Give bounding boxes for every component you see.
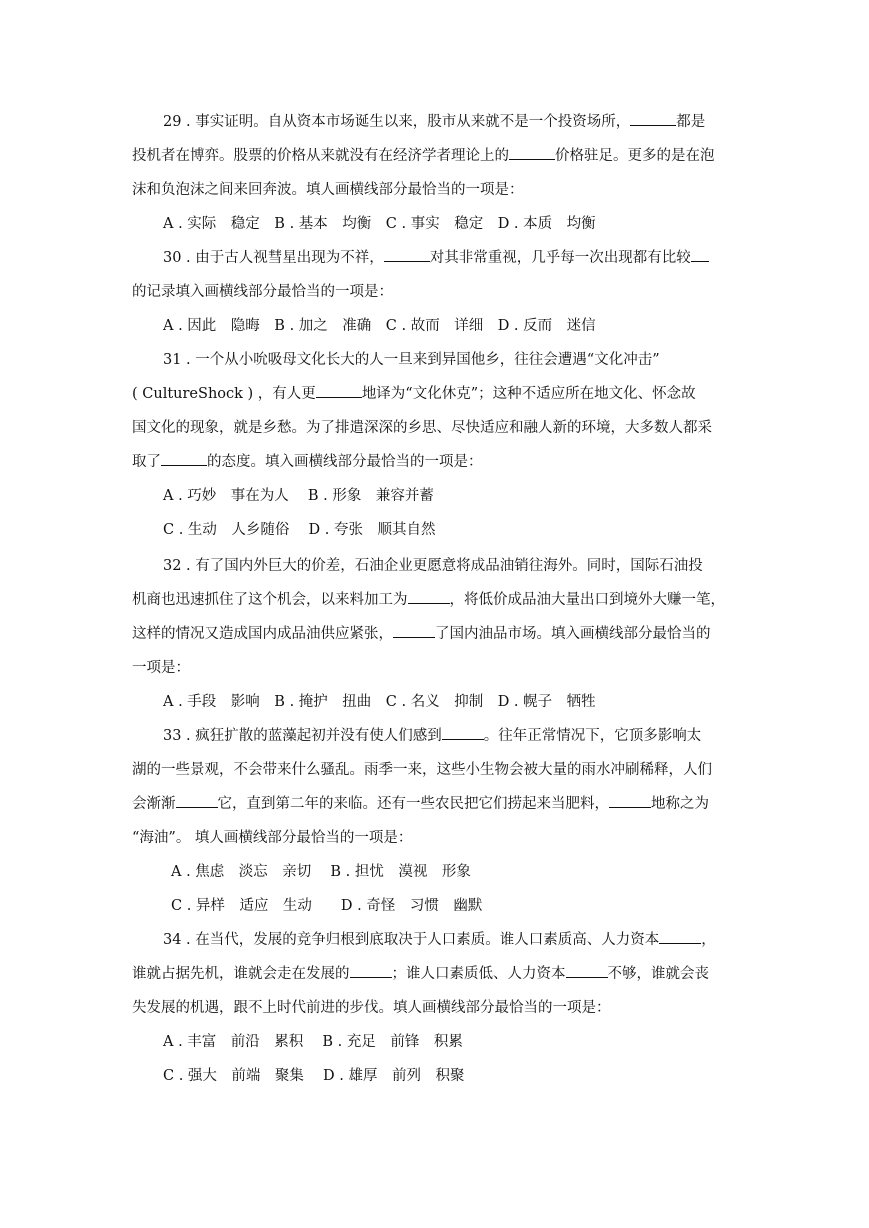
q32-line-2 <box>132 589 725 611</box>
q32-text: 这样的情况又造成国内成品油供应紧张， <box>132 626 393 642</box>
q34-options-1: A . 丰富 前沿 累积 B . 充足 前锋 积累 <box>163 1034 463 1050</box>
q34-text: 谁就占据先机，谁就会走在发展的 <box>132 966 350 982</box>
blank <box>384 247 430 262</box>
q31-options-2: C . 生动 人乡随俗 D . 夸张 顺其自然 <box>163 522 436 538</box>
q31-text: 的态度。填入画横线部分最恰当的一项是： <box>207 454 483 470</box>
q32-line-1: 32 . 有了国内外巨大的价差，石油企业更愿意将成品油销往海外。同时，国际石油投 <box>163 558 703 574</box>
q31-text: 取了 <box>132 454 161 470</box>
q31-text: ( CultureShock ) ，有人更 <box>132 386 316 402</box>
q34-text: 不够，谁就会丧 <box>607 966 709 982</box>
q32-text: 了国内油品市场。填入画横线部分最恰当的 <box>435 626 711 642</box>
q33-line-3 <box>132 793 709 815</box>
q31-line-3: 国文化的现象，就是乡愁。为了排遣深深的乡思、尽快适应和融人新的环境，大多数人都采 <box>132 420 712 436</box>
q32-text: ，将低价成品油大量出口到境外大赚一笔， <box>449 592 725 608</box>
q33-text: 。往年正常情况下，它顶多影响太 <box>483 728 702 744</box>
blank <box>408 589 450 604</box>
q33-options-1: A . 焦虑 淡忘 亲切 B . 担忧 漠视 形象 <box>171 864 471 880</box>
q30-options: A . 因此 隐晦 B . 加之 准确 C . 故而 详细 D . 反而 迷信 <box>163 318 596 334</box>
q34-options-2: C . 强大 前端 聚集 D . 雄厚 前列 积聚 <box>163 1068 465 1084</box>
q29-line-1 <box>163 111 705 133</box>
blank <box>609 793 651 808</box>
q31-line-2 <box>132 383 696 405</box>
q31-line-1: 31 . 一个从小吮吸母文化长大的人一旦来到异国他乡，往往会遭遇“文化冲击” <box>163 352 660 368</box>
blank <box>691 247 709 262</box>
q29-text: 都是 <box>676 114 706 130</box>
q32-line-3 <box>132 623 711 645</box>
q29-options: A . 实际 稳定 B . 基本 均衡 C . 事实 稳定 D . 本质 均衡 <box>163 216 596 232</box>
blank <box>350 963 392 978</box>
q33-text: 会渐渐 <box>132 796 176 812</box>
q31-line-4 <box>132 451 483 473</box>
blank <box>509 145 555 160</box>
blank <box>176 793 218 808</box>
q33-text: 地称之为 <box>651 796 709 812</box>
q29-text: 29 . 事实证明。自从资本市场诞生以来，股市从来就不是一个投资场所， <box>163 114 631 130</box>
q34-line-2 <box>132 963 709 985</box>
q30-line-2: 的记录填入画横线部分最恰当的一项是： <box>132 284 393 300</box>
q34-text: 34 . 在当代，发展的竞争归根到底取决于人口素质。谁人口素质高、人力资本 <box>163 932 660 948</box>
q34-line-1 <box>163 929 716 951</box>
blank <box>442 725 484 740</box>
q33-text: 它，直到第二年的来临。还有一些农民把它们捞起来当肥料， <box>217 796 609 812</box>
q31-options-1: A . 巧妙 事在为人 B . 形象 兼容并蓄 <box>163 488 434 504</box>
q29-text: 投机者在博弈。股票的价格从来就没有在经济学者理论上的 <box>132 148 509 164</box>
blank <box>659 929 701 944</box>
q32-line-4: 一项是： <box>132 660 190 676</box>
q33-line-1 <box>163 725 701 747</box>
blank <box>161 451 207 466</box>
q33-options-2: C . 异样 适应 生动 D . 奇怪 习惯 幽默 <box>171 898 483 914</box>
q33-text: 33 . 疯狂扩散的蓝藻起初并没有使人们感到 <box>163 728 442 744</box>
q29-line-3: 沫和负泡沫之间来回奔波。填人画横线部分最恰当的一项是： <box>132 182 524 198</box>
q30-line-1 <box>163 247 709 269</box>
q34-line-3: 失发展的机遇，跟不上时代前进的步伐。填人画横线部分最恰当的一项是： <box>132 1000 611 1016</box>
q29-line-2 <box>132 145 715 167</box>
blank <box>393 623 435 638</box>
q29-text: 价格驻足。更多的是在泡 <box>555 148 715 164</box>
q34-text: ；谁人口素质低、人力资本 <box>391 966 566 982</box>
q30-text: 对其非常重视，几乎每一次出现都有比较 <box>429 250 691 266</box>
q33-line-2: 湖的一些景观，不会带来什么骚乱。雨季一来，这些小生物会被大量的雨水冲刷稀释，人们 <box>132 762 712 778</box>
q30-text: 30 . 由于古人视彗星出现为不祥， <box>163 250 384 266</box>
blank <box>316 383 362 398</box>
q31-text: 地译为“文化休克”；这种不适应所在地文化、怀念故 <box>361 386 696 402</box>
blank <box>566 963 608 978</box>
q32-options: A . 手段 影响 B . 掩护 扭曲 C . 名义 抑制 D . 幌子 牺牲 <box>163 694 596 710</box>
q34-text: ， <box>701 932 716 948</box>
blank <box>630 111 676 126</box>
q32-text: 机商也迅速抓住了这个机会，以来料加工为 <box>132 592 408 608</box>
q33-line-4: “海油”。 填人画横线部分最恰当的一项是： <box>132 830 413 846</box>
